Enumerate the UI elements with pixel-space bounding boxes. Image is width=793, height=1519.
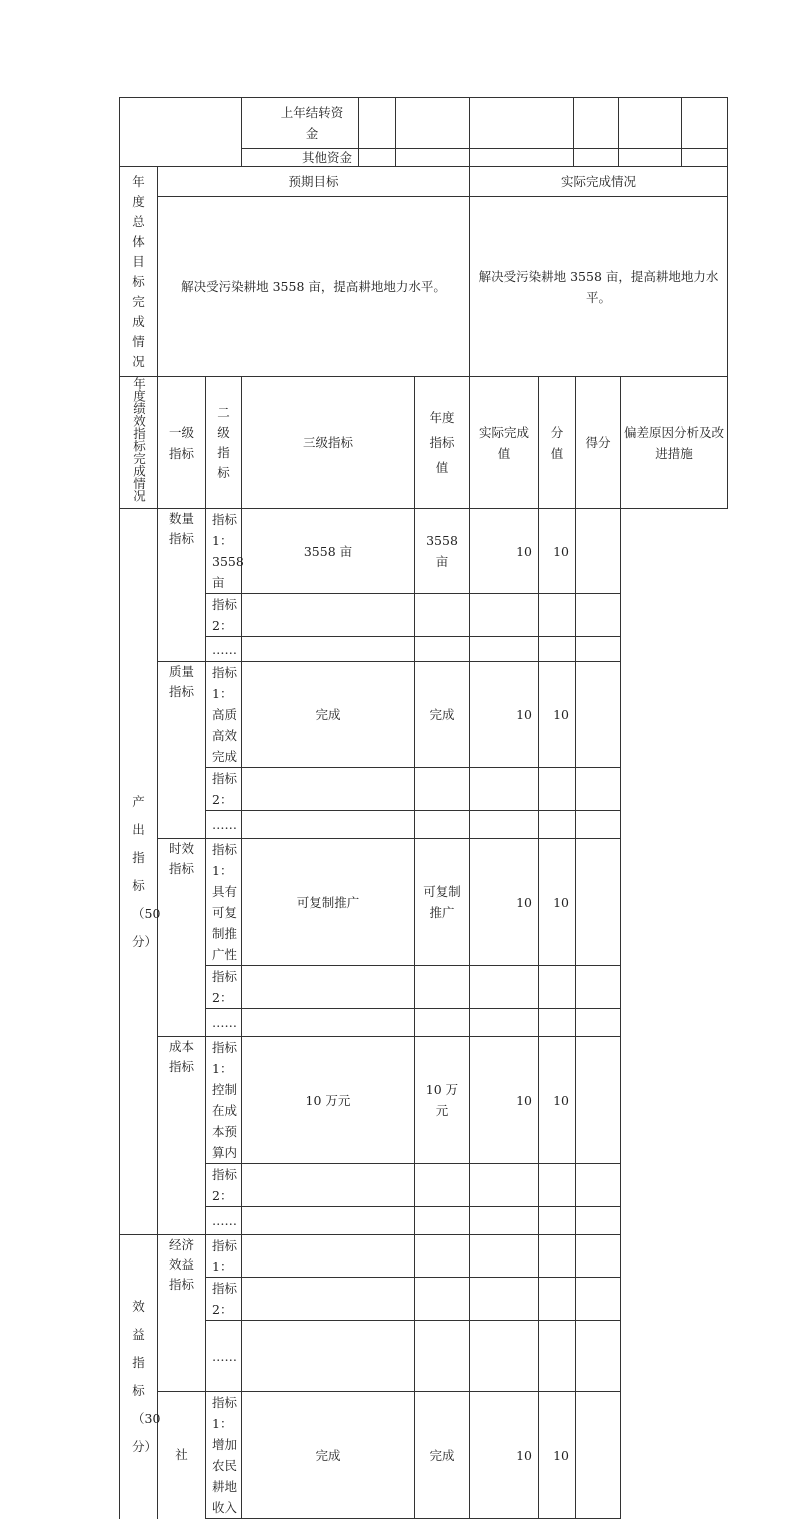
indicator-name: 指标 2：: [206, 966, 242, 1009]
table-row: [120, 966, 728, 1009]
deviation-cell: [576, 1278, 621, 1321]
overall-goal-section-label: 年度总体目标完成情况: [120, 167, 158, 377]
score-weight: 10: [470, 1392, 539, 1519]
deviation-cell: [576, 839, 621, 966]
deviation-cell: [576, 509, 621, 594]
actual-value: [415, 966, 470, 1009]
deviation-cell: [576, 1009, 621, 1037]
expected-goal-text: 解决受污染耕地 3558 亩，提高耕地地力水平。: [158, 197, 470, 377]
level2-cell: 经济效益指标: [158, 1235, 206, 1392]
header-level3: 三级指标: [242, 377, 415, 509]
actual-value: [415, 637, 470, 662]
deviation-cell: [576, 1164, 621, 1207]
annual-value: 完成: [242, 1392, 415, 1519]
level1-cell: 效益指标（30分）: [120, 1235, 158, 1519]
score-weight: [470, 811, 539, 839]
annual-value: [242, 1278, 415, 1321]
indicator-name: 指标 1：控制在成本预算内: [206, 1037, 242, 1164]
deviation-cell: [576, 1392, 621, 1519]
actual-value: 完成: [415, 1392, 470, 1519]
actual-value: [415, 811, 470, 839]
indicator-name: 指标 2：: [206, 1278, 242, 1321]
indicator-name: ……: [206, 1207, 242, 1235]
annual-value: 完成: [242, 662, 415, 768]
actual-value: 可复制推广: [415, 839, 470, 966]
table-row: [120, 839, 728, 966]
score: [539, 1207, 576, 1235]
indicator-name: 指标 2：: [206, 594, 242, 637]
annual-value: [242, 1009, 415, 1037]
score: [539, 811, 576, 839]
indicator-name: 指标 1：具有可复制推广性: [206, 839, 242, 966]
annual-value: 可复制推广: [242, 839, 415, 966]
deviation-cell: [576, 662, 621, 768]
score: 10: [539, 509, 576, 594]
indicator-name: ……: [206, 1321, 242, 1392]
header-score-weight: 分值: [539, 377, 576, 509]
score-weight: [470, 768, 539, 811]
actual-value: [415, 1278, 470, 1321]
score: [539, 768, 576, 811]
actual-value: 3558 亩: [415, 509, 470, 594]
annual-value: [242, 1207, 415, 1235]
indicator-name: 指标 2：: [206, 768, 242, 811]
annual-value: 10 万元: [242, 1037, 415, 1164]
score: 10: [539, 1037, 576, 1164]
deviation-cell: [576, 768, 621, 811]
table-row: [120, 509, 728, 594]
table-row: [120, 1009, 728, 1037]
annual-value: [242, 1164, 415, 1207]
deviation-cell: [576, 1037, 621, 1164]
table-row: [120, 1207, 728, 1235]
header-score: 得分: [576, 377, 621, 509]
score: [539, 1235, 576, 1278]
deviation-cell: [576, 811, 621, 839]
score-weight: [470, 1235, 539, 1278]
table-row: [120, 768, 728, 811]
expected-goal-header: 预期目标: [158, 167, 470, 197]
indicator-name: 指标 1：高质高效完成: [206, 662, 242, 768]
actual-value: [415, 1321, 470, 1392]
actual-value: 完成: [415, 662, 470, 768]
actual-value: [415, 594, 470, 637]
deviation-cell: [576, 637, 621, 662]
indicator-name: 指标 1：增加农民耕地收入: [206, 1392, 242, 1519]
score-weight: [470, 1164, 539, 1207]
indicator-name: ……: [206, 811, 242, 839]
indicator-name: 指标 1：: [206, 1235, 242, 1278]
header-deviation: 偏差原因分析及改进措施: [621, 377, 728, 509]
table-row: [120, 1278, 728, 1321]
level2-cell: 社: [158, 1392, 206, 1519]
header-actual-value: 实际完成值: [470, 377, 539, 509]
score: [539, 1278, 576, 1321]
table-row: [120, 1164, 728, 1207]
annual-value: [242, 1235, 415, 1278]
indicator-name: 指标 2：: [206, 1164, 242, 1207]
annual-value: [242, 811, 415, 839]
performance-table: [119, 376, 728, 1519]
annual-value: [242, 594, 415, 637]
indicator-name: 指标 1：3558 亩: [206, 509, 242, 594]
actual-value: [415, 768, 470, 811]
score: [539, 1164, 576, 1207]
header-annual-value: 年度指标值: [415, 377, 470, 509]
level1-cell: 产出指标（50分）: [120, 509, 158, 1235]
overall-goal-table: [119, 166, 728, 377]
deviation-cell: [576, 1321, 621, 1392]
annual-value: [242, 966, 415, 1009]
score-weight: [470, 637, 539, 662]
table-row: [120, 1037, 728, 1164]
indicator-name: ……: [206, 1009, 242, 1037]
score-weight: 10: [470, 839, 539, 966]
score-weight: [470, 594, 539, 637]
score-weight: [470, 1207, 539, 1235]
annual-value: [242, 768, 415, 811]
deviation-cell: [576, 1207, 621, 1235]
actual-value: 10 万元: [415, 1037, 470, 1164]
funding-label: 上年结转资金: [242, 98, 359, 149]
header-level2: 二级指标: [206, 377, 242, 509]
score: [539, 1321, 576, 1392]
table-row: [120, 662, 728, 768]
score-weight: 10: [470, 1037, 539, 1164]
table-row: [120, 1392, 728, 1519]
deviation-cell: [576, 966, 621, 1009]
annual-value: 3558 亩: [242, 509, 415, 594]
header-level1: 一级指标: [158, 377, 206, 509]
actual-value: [415, 1235, 470, 1278]
score: [539, 966, 576, 1009]
level2-cell: 质量指标: [158, 662, 206, 839]
score-weight: [470, 966, 539, 1009]
score-weight: [470, 1321, 539, 1392]
score: 10: [539, 1392, 576, 1519]
actual-value: [415, 1009, 470, 1037]
actual-value: [415, 1164, 470, 1207]
form-tables: [119, 97, 727, 1519]
annual-value: [242, 1321, 415, 1392]
score: 10: [539, 839, 576, 966]
score: 10: [539, 662, 576, 768]
indicator-name: ……: [206, 637, 242, 662]
table-row: [120, 1235, 728, 1278]
table-row: [120, 811, 728, 839]
score-weight: [470, 1009, 539, 1037]
funding-table: [119, 97, 728, 167]
score: [539, 594, 576, 637]
deviation-cell: [576, 1235, 621, 1278]
actual-value: [415, 1207, 470, 1235]
score-weight: 10: [470, 509, 539, 594]
score-weight: [470, 1278, 539, 1321]
table-row: [120, 1321, 728, 1392]
table-row: [120, 637, 728, 662]
actual-completion-header: 实际完成情况: [470, 167, 728, 197]
score: [539, 637, 576, 662]
score: [539, 1009, 576, 1037]
actual-completion-text: 解决受污染耕地 3558 亩，提高耕地地力水平。: [470, 197, 728, 377]
annual-value: [242, 637, 415, 662]
level2-cell: 数量指标: [158, 509, 206, 662]
level2-cell: 成本指标: [158, 1037, 206, 1235]
score-weight: 10: [470, 662, 539, 768]
level2-cell: 时效指标: [158, 839, 206, 1037]
funding-label: 其他资金: [242, 149, 359, 167]
performance-section-label: 年度绩效指标完成情况: [120, 377, 158, 509]
table-row: [120, 594, 728, 637]
blank-cell: [120, 98, 242, 167]
deviation-cell: [576, 594, 621, 637]
